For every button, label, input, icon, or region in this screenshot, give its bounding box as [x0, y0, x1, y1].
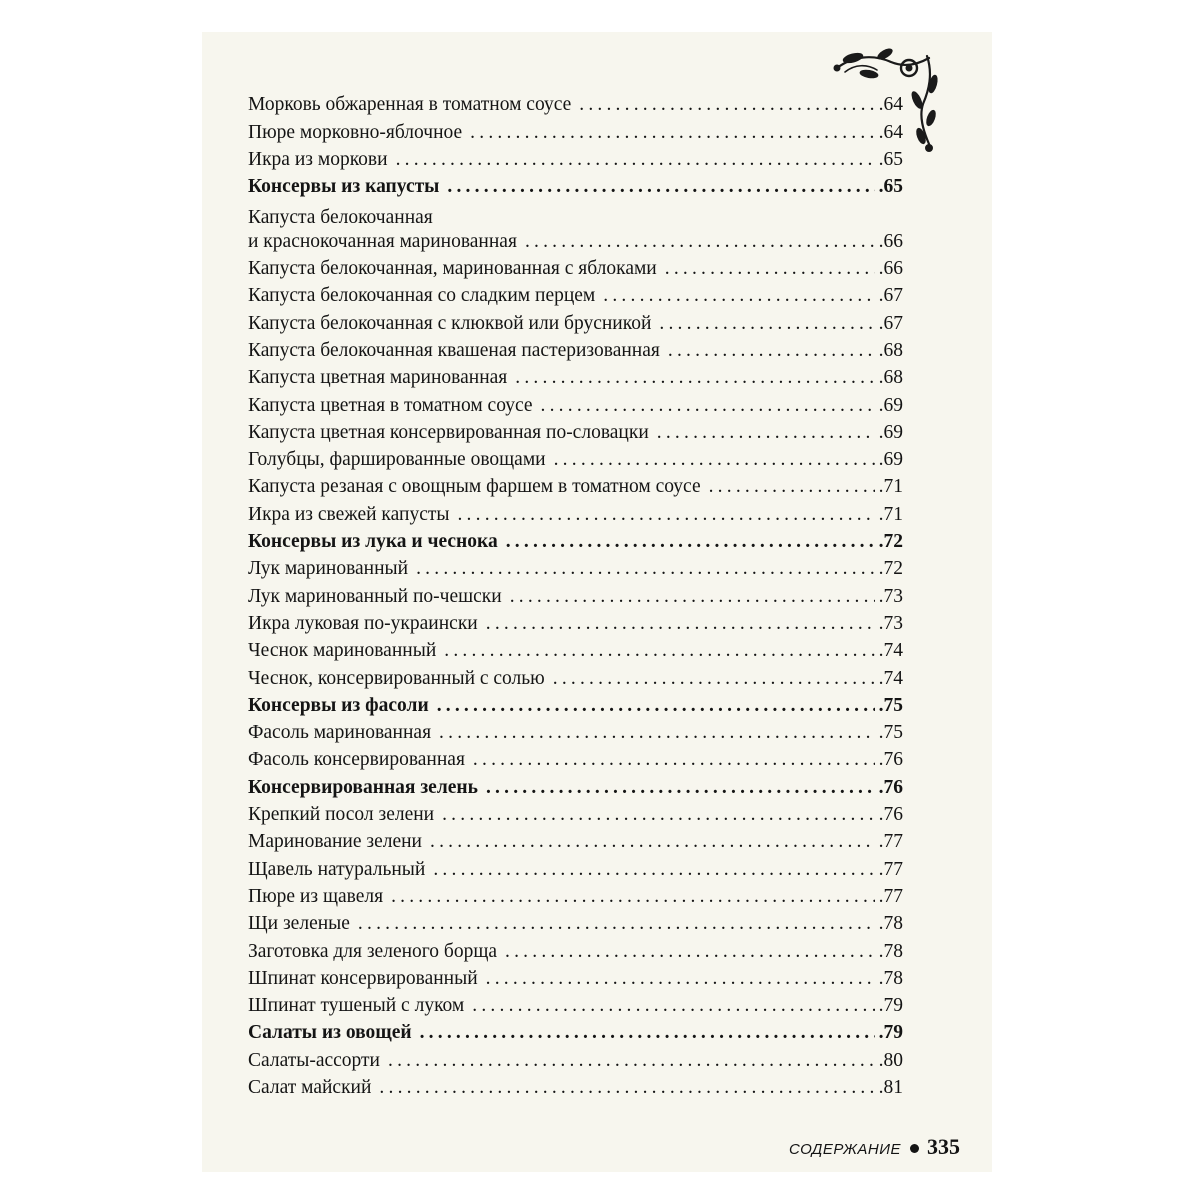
toc-entry[interactable]	[248, 827, 903, 854]
toc-entry-page: .75	[878, 722, 903, 744]
toc-entry-page: .79	[878, 1022, 903, 1044]
toc-entry-page: .74	[878, 640, 903, 662]
toc-entry-page: .79	[878, 995, 903, 1017]
toc-entry-page: .64	[878, 121, 903, 143]
toc-entry-page: .78	[878, 967, 903, 989]
toc-entry-page: .77	[878, 858, 903, 880]
toc-entry-title: Консервы из лука и чеснока	[248, 531, 498, 553]
toc-entry-title: Капуста белокочанная квашеная пастеризованная	[248, 339, 660, 361]
toc-entry-page: .68	[878, 339, 903, 361]
toc-entry-page: .65	[878, 148, 903, 170]
toc-entry[interactable]	[248, 1045, 903, 1072]
toc-entry-page: .81	[878, 1076, 903, 1098]
toc-entry-title: Консервы из фасоли	[248, 694, 429, 716]
toc-entry-page: .75	[878, 694, 903, 716]
toc-entry-page: .77	[878, 885, 903, 907]
toc-entry-page: .73	[878, 612, 903, 634]
toc-entry[interactable]	[248, 609, 903, 636]
toc-entry-page: .76	[878, 804, 903, 826]
toc-leader-dots	[486, 967, 875, 991]
toc-entry[interactable]	[248, 390, 903, 417]
toc-leader-dots	[447, 175, 874, 199]
toc-entry[interactable]	[248, 445, 903, 472]
toc-entry[interactable]	[248, 336, 903, 363]
toc-leader-dots	[379, 1076, 874, 1100]
toc-entry-title: Шпинат консервированный	[248, 967, 478, 989]
toc-entry-title: Голубцы, фаршированные овощами	[248, 449, 546, 471]
toc-entry-title: Консервы из капусты	[248, 176, 440, 198]
toc-entry-page: .69	[878, 421, 903, 443]
toc-leader-dots	[506, 530, 875, 554]
toc-entry-title: Щи зеленые	[248, 913, 350, 935]
toc-section-heading[interactable]	[248, 527, 903, 554]
running-title: СОДЕРЖАНИЕ	[788, 1141, 901, 1158]
toc-entry-title: Икра из свежей капусты	[248, 503, 450, 525]
toc-entry[interactable]	[248, 718, 903, 745]
toc-entry[interactable]	[248, 745, 903, 772]
toc-entry[interactable]	[248, 308, 903, 335]
toc-entry[interactable]	[248, 936, 903, 963]
toc-entry-title	[248, 206, 517, 254]
toc-entry[interactable]	[248, 254, 903, 281]
toc-entry-title: Маринование зелени	[248, 831, 422, 853]
page-footer	[789, 1134, 960, 1160]
toc-entry-title: Капуста цветная консервированная по-словацки	[248, 421, 649, 443]
toc-entry-title: Морковь обжаренная в томатном соусе	[248, 94, 572, 116]
toc-entry-title: Пюре из щавеля	[248, 885, 384, 907]
toc-entry-page: .71	[878, 503, 903, 525]
toc-leader-dots	[554, 448, 875, 472]
toc-entry-title: Фасоль маринованная	[248, 722, 432, 744]
toc-entry-title: Капуста белокочанная с клюквой или брусникой	[248, 312, 652, 334]
toc-leader-dots	[657, 421, 875, 445]
toc-entry-title: Икра луковая по-украински	[248, 612, 478, 634]
toc-entry-title: Капуста цветная в томатном соусе	[248, 394, 533, 416]
toc-entry-page: .69	[878, 394, 903, 416]
toc-leader-dots	[486, 776, 875, 800]
toc-entry-page: .78	[878, 913, 903, 935]
toc-entry-page: .67	[878, 312, 903, 334]
toc-entry-page: .76	[878, 776, 903, 798]
toc-leader-dots	[505, 940, 875, 964]
toc-entry-title-line: Капуста белокочанная	[248, 206, 433, 228]
toc-entry-title: Икра из моркови	[248, 148, 388, 170]
bullet-icon	[910, 1144, 919, 1153]
toc-entry[interactable]	[248, 145, 903, 172]
toc-entry-page: .71	[878, 476, 903, 498]
toc-leader-dots	[442, 803, 875, 827]
toc-entry[interactable]	[248, 363, 903, 390]
toc-entry-page: .76	[878, 749, 903, 771]
toc-entry-page: .80	[878, 1049, 903, 1071]
toc-entry[interactable]	[248, 1073, 903, 1100]
toc-entry[interactable]	[248, 499, 903, 526]
toc-entry-page: .65	[878, 176, 903, 198]
toc-entry-title: Щавель натуральный	[248, 858, 426, 880]
toc-entry-page: .72	[878, 531, 903, 553]
toc-entry-title: Салаты из овощей	[248, 1022, 412, 1044]
toc-entry-title: Лук маринованный	[248, 558, 409, 580]
toc-entry-title: Лук маринованный по-чешски	[248, 585, 502, 607]
toc-entry[interactable]	[248, 854, 903, 881]
toc-leader-dots	[659, 312, 874, 336]
toc-entry-page: .68	[878, 367, 903, 389]
toc-entry[interactable]	[248, 882, 903, 909]
toc-entry-title: Крепкий посол зелени	[248, 804, 435, 826]
toc-entry-title: Капуста резаная с овощным фаршем в томатном соусе	[248, 476, 701, 498]
toc-entry-page: .64	[878, 94, 903, 116]
toc-leader-dots	[358, 912, 875, 936]
toc-leader-dots	[439, 721, 875, 745]
toc-entry-title: Шпинат тушеный с луком	[248, 995, 465, 1017]
toc-entry-page: .73	[878, 585, 903, 607]
toc-entry[interactable]	[248, 281, 903, 308]
toc-leader-dots	[525, 230, 875, 254]
toc-leader-dots	[396, 148, 875, 172]
toc-entry-title: Чеснок, консервированный с солью	[248, 667, 545, 689]
toc-entry[interactable]	[248, 909, 903, 936]
toc-entry[interactable]	[248, 90, 903, 117]
toc-leader-dots	[470, 121, 874, 145]
toc-section-heading[interactable]	[248, 1018, 903, 1045]
toc-entry[interactable]	[248, 418, 903, 445]
toc-section-heading[interactable]	[248, 691, 903, 718]
toc-leader-dots	[416, 557, 875, 581]
toc-leader-dots	[486, 612, 875, 636]
toc-leader-dots	[541, 394, 875, 418]
toc-entry-title-line: и краснокочанная маринованная	[248, 230, 517, 252]
toc-entry-page: .77	[878, 831, 903, 853]
toc-entry-title: Чеснок маринованный	[248, 640, 437, 662]
toc-leader-dots	[433, 858, 874, 882]
toc-leader-dots	[665, 257, 875, 281]
toc-entry[interactable]	[248, 663, 903, 690]
page-number: 335	[927, 1134, 960, 1159]
toc-leader-dots	[430, 830, 875, 854]
toc-entry-page: .66	[878, 230, 903, 252]
toc-entry-title: Капуста цветная маринованная	[248, 367, 508, 389]
toc-entry-page: .69	[878, 449, 903, 471]
toc-entry-title: Фасоль консервированная	[248, 749, 465, 771]
toc-entry[interactable]	[248, 199, 903, 254]
toc-section-heading[interactable]	[248, 172, 903, 199]
toc-entry[interactable]	[248, 964, 903, 991]
toc-entry[interactable]	[248, 117, 903, 144]
toc-leader-dots	[437, 694, 875, 718]
toc-entry-page: .72	[878, 558, 903, 580]
toc-entry[interactable]	[248, 991, 903, 1018]
toc-leader-dots	[444, 639, 874, 663]
toc-leader-dots	[473, 748, 875, 772]
toc-entry-title: Заготовка для зеленого борща	[248, 940, 498, 962]
toc-leader-dots	[388, 1049, 875, 1073]
toc-leader-dots	[579, 93, 874, 117]
toc-leader-dots	[420, 1021, 875, 1045]
toc-entry-title: Капуста белокочанная, маринованная с яблоками	[248, 258, 657, 280]
toc-leader-dots	[603, 284, 874, 308]
toc-leader-dots	[553, 667, 875, 691]
toc-leader-dots	[515, 366, 874, 390]
toc-entry-title: Салаты-ассорти	[248, 1049, 380, 1071]
toc-entry[interactable]	[248, 554, 903, 581]
toc-leader-dots	[472, 994, 874, 1018]
toc-section-heading[interactable]	[248, 772, 903, 799]
toc-entry[interactable]	[248, 472, 903, 499]
toc-entry[interactable]	[248, 800, 903, 827]
toc-entry-page: .66	[878, 258, 903, 280]
toc-entry-title: Пюре морковно-яблочное	[248, 121, 463, 143]
toc-leader-dots	[510, 585, 875, 609]
toc-entry-page: .67	[878, 285, 903, 307]
toc-leader-dots	[457, 503, 874, 527]
toc-entry[interactable]	[248, 581, 903, 608]
toc-entry-title: Салат майский	[248, 1076, 372, 1098]
toc-entry[interactable]	[248, 636, 903, 663]
toc-entry-page: .78	[878, 940, 903, 962]
toc-entry-page: .74	[878, 667, 903, 689]
toc-leader-dots	[391, 885, 875, 909]
table-of-contents	[248, 90, 903, 1100]
toc-leader-dots	[668, 339, 875, 363]
toc-leader-dots	[709, 475, 875, 499]
toc-entry-title: Капуста белокочанная со сладким перцем	[248, 285, 596, 307]
toc-entry-title: Консервированная зелень	[248, 776, 478, 798]
